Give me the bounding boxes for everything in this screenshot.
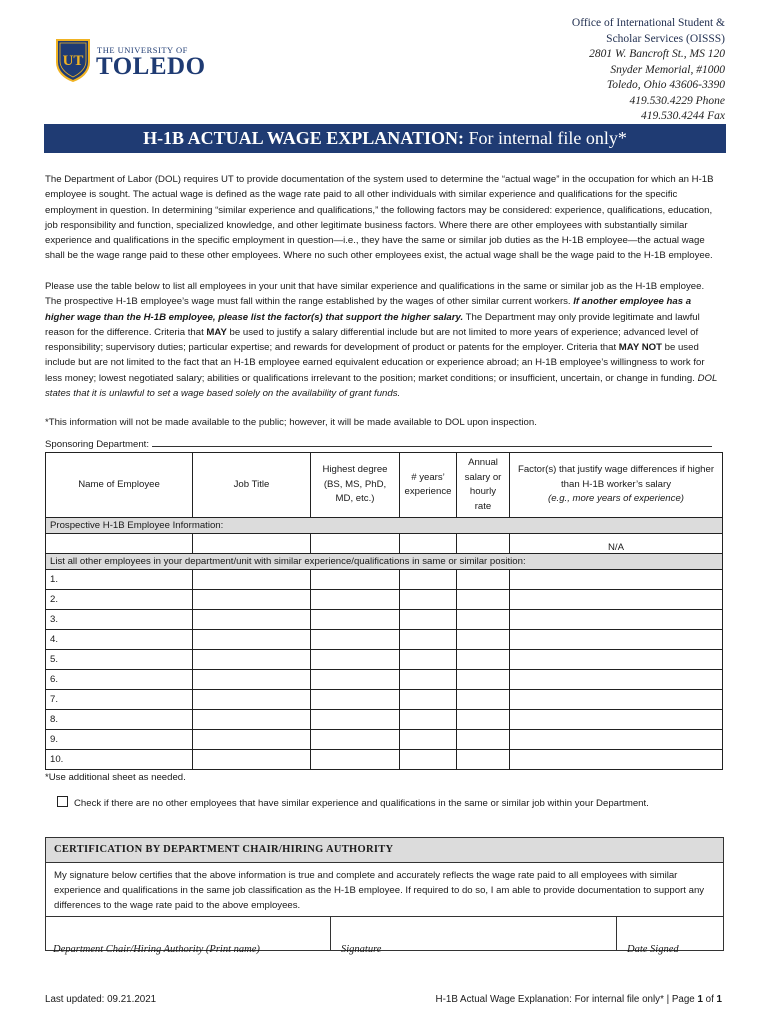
degree-cell[interactable]	[311, 750, 400, 770]
factor-cell[interactable]	[510, 690, 723, 710]
row-number[interactable]: 9.	[46, 730, 193, 750]
instructions-text-a: Please use the table below to list all employees in your unit that have similar experience and qualifications in the same or similar job as the H-1B employee. The prospective H-1B employee’s wage must fall within the range established by the wages of other similar current workers.	[45, 281, 705, 308]
years-cell[interactable]	[400, 730, 457, 750]
job-cell[interactable]	[193, 650, 311, 670]
prospective-degree-cell[interactable]	[311, 534, 400, 554]
salary-cell[interactable]	[457, 750, 510, 770]
wage-table	[45, 452, 723, 770]
table-row	[46, 570, 723, 590]
table-row	[46, 750, 723, 770]
logo-toledo-text: TOLEDO	[96, 53, 206, 80]
job-cell[interactable]	[193, 590, 311, 610]
factor-cell[interactable]	[510, 610, 723, 630]
may-keyword: MAY	[206, 326, 227, 338]
salary-cell[interactable]	[457, 610, 510, 630]
salary-cell[interactable]	[457, 590, 510, 610]
signature-label: Signature	[341, 944, 382, 955]
factor-cell[interactable]	[510, 710, 723, 730]
table-row	[46, 610, 723, 630]
row-number[interactable]: 2.	[46, 590, 193, 610]
logo-university-text: THE UNIVERSITY OF	[97, 45, 188, 55]
header-years: # years’ experience	[400, 453, 457, 518]
university-logo	[55, 38, 215, 82]
others-label: List all other employees in your department/unit with similar experience/qualifications in same or similar position:	[46, 554, 723, 570]
prospective-job-cell[interactable]	[193, 534, 311, 554]
salary-cell[interactable]	[457, 710, 510, 730]
table-header-row	[46, 453, 723, 518]
additional-sheet-note: *Use additional sheet as needed.	[45, 772, 186, 783]
salary-cell[interactable]	[457, 630, 510, 650]
instructions-text-e: be used include but are not limited to the fact that an H-1B employee earned equivalent education or experience abroad; an H-1B employee’s willingness to work for less money; lowest negotiated salary; abilities or qualifications irrelevant to the position; market conditions; or insufficient, uncertain, or change in funding.	[45, 342, 705, 384]
prospective-label: Prospective H-1B Employee Information:	[46, 518, 723, 534]
no-other-employees-check-row	[57, 796, 649, 809]
job-cell[interactable]	[193, 690, 311, 710]
header-factors-text: Factor(s) that justify wage differences if higher than H-1B worker’s salary	[517, 464, 715, 490]
header-salary: Annual salary or hourly rate	[457, 453, 510, 518]
certification-box	[45, 837, 724, 951]
logo-monogram: UT	[62, 53, 84, 69]
office-name-line-1: Office of International Student &	[571, 17, 725, 29]
row-number[interactable]: 5.	[46, 650, 193, 670]
factor-cell[interactable]	[510, 670, 723, 690]
factor-cell[interactable]	[510, 630, 723, 650]
footer-title: H-1B Actual Wage Explanation: For internal file only* | Page	[435, 994, 698, 1005]
page-footer	[436, 994, 722, 1005]
title-banner	[44, 124, 726, 153]
office-name-line-2: Scholar Services (OISSS)	[606, 32, 725, 45]
instructions-paragraph	[45, 279, 720, 401]
years-cell[interactable]	[400, 630, 457, 650]
header-degree: Highest degree (BS, MS, PhD, MD, etc.)	[311, 453, 400, 518]
salary-cell[interactable]	[457, 650, 510, 670]
years-cell[interactable]	[400, 690, 457, 710]
degree-cell[interactable]	[311, 650, 400, 670]
header-factors	[510, 453, 723, 518]
years-cell[interactable]	[400, 650, 457, 670]
salary-cell[interactable]	[457, 690, 510, 710]
row-number[interactable]: 1.	[46, 570, 193, 590]
last-updated: Last updated: 09.21.2021	[45, 994, 157, 1005]
header-name: Name of Employee	[46, 453, 193, 518]
title-bold: H-1B ACTUAL WAGE EXPLANATION:	[143, 128, 464, 148]
years-cell[interactable]	[400, 710, 457, 730]
prospective-row	[46, 534, 723, 554]
sponsoring-department-row	[45, 437, 725, 450]
salary-cell[interactable]	[457, 570, 510, 590]
degree-cell[interactable]	[311, 690, 400, 710]
salary-cell[interactable]	[457, 730, 510, 750]
job-cell[interactable]	[193, 670, 311, 690]
instructions-text-d: be used to justify a salary differential include but are not limited to more years of experience; advanced level of responsibility; supervisory duties; particular expertise; and rewards for development of product or patents for the employer. Criteria that	[45, 326, 699, 354]
degree-cell[interactable]	[311, 630, 400, 650]
table-row	[46, 730, 723, 750]
office-address-block	[572, 16, 725, 125]
shield-logo-icon	[55, 38, 91, 82]
address-fax: 419.530.4244 Fax	[640, 110, 725, 122]
may-not-keyword: MAY NOT	[618, 342, 662, 354]
years-cell[interactable]	[400, 570, 457, 590]
certification-heading: CERTIFICATION BY DEPARTMENT CHAIR/HIRING AUTHORITY	[46, 838, 723, 863]
factor-cell[interactable]	[510, 590, 723, 610]
years-cell[interactable]	[400, 750, 457, 770]
dol-statement: DOL states that it is unlawful to set a wage based solely on the availability of grant funds.	[45, 372, 718, 400]
sponsoring-department-label: Sponsoring Department:	[45, 439, 149, 450]
job-cell[interactable]	[193, 630, 311, 650]
row-number[interactable]: 4.	[46, 630, 193, 650]
table-row	[46, 650, 723, 670]
job-cell[interactable]	[193, 730, 311, 750]
row-number[interactable]: 3.	[46, 610, 193, 630]
prospective-years-cell[interactable]	[400, 534, 457, 554]
disclosure-note: *This information will not be made available to the public; however, it will be made available to DOL upon inspection.	[45, 417, 537, 428]
prospective-salary-cell[interactable]	[457, 534, 510, 554]
prospective-factor-cell[interactable]: N/A	[510, 534, 723, 554]
print-name-label: Department Chair/Hiring Authority (Print name)	[53, 944, 260, 955]
years-cell[interactable]	[400, 610, 457, 630]
job-cell[interactable]	[193, 710, 311, 730]
table-row	[46, 590, 723, 610]
salary-cell[interactable]	[457, 670, 510, 690]
certification-text: My signature below certifies that the above information is true and complete and accurately reflects the wage rate paid to all employees with similar experience and qualifications in the same job classification as the H-1B employee. If required to do so, I am able to provide documentation to support any differences to the wage rate paid to the above employees.	[54, 870, 705, 911]
page-total: 1	[716, 994, 722, 1005]
factor-cell[interactable]	[510, 750, 723, 770]
footer-of: of	[702, 994, 717, 1005]
address-phone: 419.530.4229 Phone	[629, 94, 725, 107]
table-row	[46, 630, 723, 650]
instructions-text-c: The Department may only provide legitimate and lawful reason for the difference. Criteria that	[45, 311, 700, 338]
factor-cell[interactable]	[510, 570, 723, 590]
factor-cell[interactable]	[510, 650, 723, 670]
page-number: 1	[697, 994, 703, 1005]
job-cell[interactable]	[193, 610, 311, 630]
years-cell[interactable]	[400, 670, 457, 690]
sponsoring-department-field[interactable]	[152, 437, 712, 447]
degree-cell[interactable]	[311, 610, 400, 630]
prospective-band	[46, 518, 723, 534]
no-other-employees-checkbox[interactable]	[57, 796, 68, 807]
row-number[interactable]: 10.	[46, 750, 193, 770]
degree-cell[interactable]	[311, 590, 400, 610]
address-building: Snyder Memorial, #1000	[610, 63, 725, 76]
degree-cell[interactable]	[311, 710, 400, 730]
factor-cell[interactable]	[510, 730, 723, 750]
intro-paragraph: The Department of Labor (DOL) requires UT to provide documentation of the system used to determine the “actual wage” in the occupation for which an H-1B employee is sought. The actual wage is defined as the wage rate paid to all other individuals with similar experience and qualifications for the specific employment in question. In determining “similar experience and qualifications,” the following factors may be considered: experience, qualifications, education, job responsibility and function, specialized knowledge, and other legitimate business factors. Where there are other employees with substantially similar experience and qualifications in the specific employment in question—i.e., they have the same or similar job duties as the H-1B employee—the actual wage shall be the wage range paid to these other employees. Where no such other employees exist, the actual wage shall be the wage paid to the H-1B employee.	[45, 174, 714, 262]
header-job-title: Job Title	[193, 453, 311, 518]
table-row	[46, 710, 723, 730]
job-cell[interactable]	[193, 570, 311, 590]
row-number[interactable]: 8.	[46, 710, 193, 730]
row-number[interactable]: 7.	[46, 690, 193, 710]
others-band	[46, 554, 723, 570]
header-factors-example: (e.g., more years of experience)	[548, 493, 684, 505]
degree-cell[interactable]	[311, 570, 400, 590]
degree-cell[interactable]	[311, 670, 400, 690]
job-cell[interactable]	[193, 750, 311, 770]
date-label: Date Signed	[627, 944, 679, 955]
address-street: 2801 W. Bancroft St., MS 120	[589, 48, 725, 60]
table-row	[46, 690, 723, 710]
table-row	[46, 670, 723, 690]
checkbox-label: Check if there are no other employees that have similar experience and qualifications in the same or similar job within your Department.	[74, 798, 649, 809]
title-rest: For internal file only*	[463, 128, 627, 148]
years-cell[interactable]	[400, 590, 457, 610]
prospective-name-cell[interactable]	[46, 534, 193, 554]
address-city: Toledo, Ohio 43606-3390	[606, 79, 725, 91]
degree-cell[interactable]	[311, 730, 400, 750]
instructions-emphasis: If another employee has a higher wage than the H-1B employee, please list the factor(s) that support the higher salary.	[45, 296, 692, 323]
row-number[interactable]: 6.	[46, 670, 193, 690]
